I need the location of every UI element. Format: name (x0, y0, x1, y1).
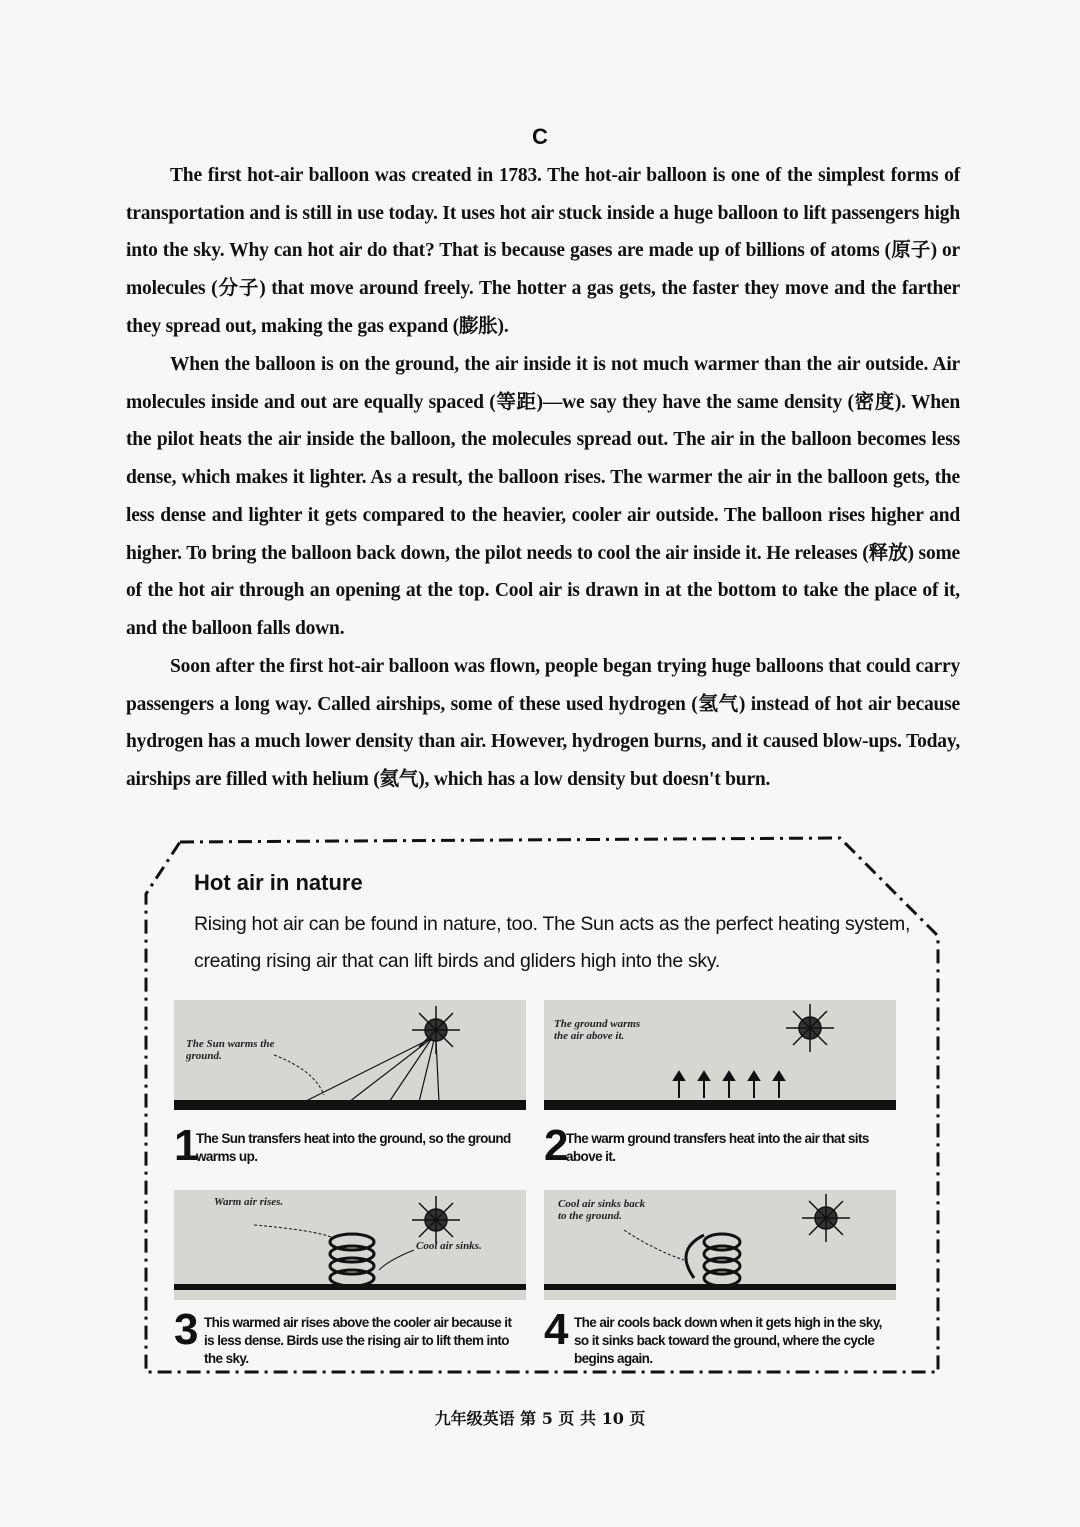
step-4-number: 4 (544, 1305, 569, 1354)
panel-3-label-2: Cool air sinks. (416, 1240, 482, 1252)
panel-1-label: The Sun warms the ground. (186, 1038, 275, 1062)
step-4-text: The air cools back down when it gets high in the sky, so it sinks back toward the ground, where the cycle begins again. (574, 1315, 882, 1366)
step-2-number: 2 (544, 1121, 569, 1170)
panel-4-label: Cool air sinks back to the ground. (558, 1198, 646, 1222)
diagram-panel-3 (174, 1190, 526, 1300)
step-3-number: 3 (174, 1305, 199, 1354)
diagram-panel-1 (174, 1000, 526, 1110)
sun-rays (304, 1038, 439, 1102)
paragraph-2 (126, 346, 960, 648)
hot-air-in-nature-box (140, 832, 940, 1380)
paragraph-3-text: Soon after the first hot-air balloon was flown, people began trying huge balloons that could carry passengers a long way. Called airships, some of these used hydrogen (氢气) instead of hot air because hydrogen has a much lower density than air. However, hydrogen burns, and it caused blow-ups. Today, airships are filled with helium (氦气), which has a low density but doesn't burn. (126, 656, 960, 791)
page-footer: 九年级英语 第 5 页 共 10 页 (434, 1409, 646, 1428)
box-title: Hot air in nature (194, 870, 363, 895)
step-2-text: The warm ground transfers heat into the air that sits above it. (566, 1131, 869, 1164)
box-description: Rising hot air can be found in nature, too. The Sun acts as the perfect heating system, creating rising air that can lift birds and gliders high into the sky. (194, 913, 911, 972)
rising-air-arrows (674, 1072, 784, 1098)
diagram-panel-4 (544, 1190, 896, 1300)
step-1-text: The Sun transfers heat into the ground, so the ground warms up. (196, 1131, 511, 1164)
ground-bar (174, 1100, 526, 1110)
step-3-text: This warmed air rises above the cooler air because it is less dense. Birds use the rising air to lift them into the sky. (204, 1315, 512, 1366)
paragraph-2-text: When the balloon is on the ground, the air inside it is not much warmer than the air outside. Air molecules inside and out are equally spaced (等距)—we say they have the same density (密度). When the pilot heats the air inside the balloon, the molecules spread out. The air in the balloon becomes less dense, which makes it lighter. As a result, the balloon rises. The warmer the air in the balloon gets, the less dense and lighter it gets compared to the heavier, cooler air outside. The balloon rises higher and higher. To bring the balloon back down, the pilot needs to cool the air inside it. He releases (释放) some of the hot air through an opening at the top. Cool air is drawn in at the bottom to take the place of it, and the balloon falls down. (126, 354, 960, 639)
section-letter: C (532, 124, 548, 149)
spiral-air-icon (330, 1234, 374, 1286)
panel-3-label: Warm air rises. (214, 1196, 284, 1208)
step-1-number: 1 (174, 1121, 199, 1170)
ground-bar (544, 1100, 896, 1110)
diagram-panel-2 (544, 1000, 896, 1110)
paragraph-3 (126, 648, 960, 799)
sun-icon (412, 1196, 460, 1244)
sun-icon (802, 1194, 850, 1242)
paragraph-1 (126, 157, 960, 346)
paragraph-1-text: The first hot-air balloon was created in 1783. The hot-air balloon is one of the simplest forms of transportation and is still in use today. It uses hot air stuck inside a huge balloon to lift passengers high into the sky. Why can hot air do that? That is because gases are made up of billions of atoms (原子) or molecules (分子) that move around freely. The hotter a gas gets, the faster they move and the farther they spread out, making the gas expand (膨胀). (126, 165, 960, 337)
sun-icon (786, 1004, 834, 1052)
ground-bar (174, 1284, 526, 1290)
spiral-air-icon (686, 1234, 740, 1286)
panel-2-label: The ground warms the air above it. (554, 1018, 641, 1042)
ground-bar (544, 1284, 896, 1290)
